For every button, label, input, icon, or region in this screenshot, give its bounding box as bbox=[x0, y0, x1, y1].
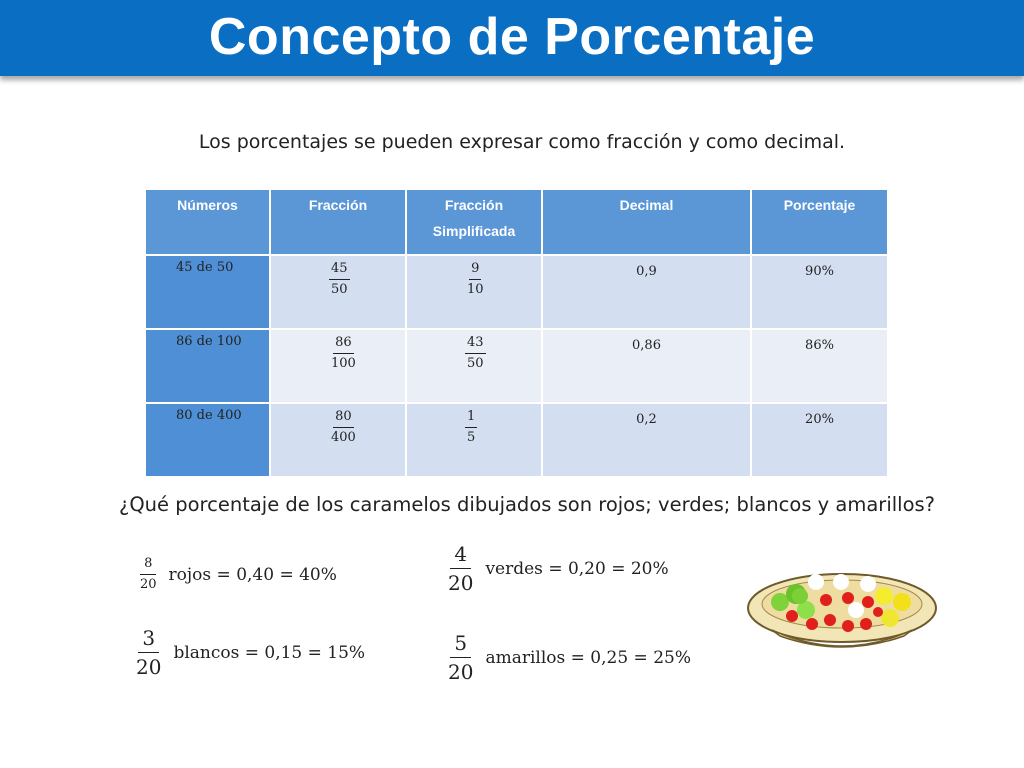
header-decimal: Decimal bbox=[542, 189, 751, 255]
cell-fraccion-simplificada bbox=[406, 255, 542, 329]
fraction-numerator: 45 bbox=[329, 262, 350, 280]
fraction-numerator: 86 bbox=[333, 336, 354, 354]
fraction-denominator: 20 bbox=[448, 660, 474, 684]
header-numeros: Números bbox=[145, 189, 270, 255]
fraction-denominator: 50 bbox=[331, 282, 348, 298]
answer-text: rojos = 0,40 = 40% bbox=[168, 564, 337, 585]
fraction-numerator: 8 bbox=[140, 557, 156, 575]
cell-decimal: 0,2 bbox=[542, 403, 751, 477]
fraction bbox=[329, 336, 358, 372]
fraction bbox=[465, 410, 477, 446]
fraction bbox=[444, 632, 477, 683]
cell-porcentaje: 86% bbox=[751, 329, 888, 403]
fraction-denominator: 400 bbox=[331, 430, 356, 446]
fraction-denominator: 20 bbox=[448, 571, 474, 595]
cell-fraccion-simplificada bbox=[406, 403, 542, 477]
fraction bbox=[329, 262, 350, 298]
table-header-row bbox=[145, 189, 888, 255]
fraction bbox=[465, 336, 486, 372]
fraction-numerator: 43 bbox=[465, 336, 486, 354]
fraction-numerator: 80 bbox=[333, 410, 354, 428]
answer-text: verdes = 0,20 = 20% bbox=[485, 558, 669, 579]
fraction-denominator: 10 bbox=[467, 282, 484, 298]
fraction-numerator: 9 bbox=[469, 262, 481, 280]
fraction bbox=[132, 627, 165, 678]
percentage-table bbox=[144, 188, 889, 478]
fraction-denominator: 5 bbox=[467, 430, 476, 446]
table-row bbox=[145, 329, 888, 403]
intro-text: Los porcentajes se pueden expresar como fracción y como decimal. bbox=[198, 131, 846, 153]
fraction-denominator: 50 bbox=[467, 356, 484, 372]
header-fraccion-simplificada-label: Fracción Simplificada bbox=[432, 197, 516, 239]
fraction-numerator: 4 bbox=[450, 543, 471, 569]
header-fraccion-simplificada bbox=[406, 189, 542, 255]
fraction-denominator: 20 bbox=[140, 577, 157, 593]
answer-verdes bbox=[444, 543, 669, 594]
cell-decimal: 0,9 bbox=[542, 255, 751, 329]
fraction bbox=[329, 410, 358, 446]
slide-title: Concepto de Porcentaje bbox=[208, 8, 816, 66]
cell-numero: 80 de 400 bbox=[145, 403, 270, 477]
fraction-numerator: 1 bbox=[465, 410, 477, 428]
candy-bowl-illustration bbox=[744, 566, 940, 654]
cell-fraccion bbox=[270, 329, 406, 403]
question-text: ¿Qué porcentaje de los caramelos dibujados son rojos; verdes; blancos y amarillos? bbox=[118, 493, 936, 516]
answer-blancos bbox=[132, 627, 365, 678]
cell-decimal: 0,86 bbox=[542, 329, 751, 403]
fraction bbox=[465, 262, 486, 298]
header-fraccion: Fracción bbox=[270, 189, 406, 255]
cell-fraccion bbox=[270, 403, 406, 477]
answer-text: blancos = 0,15 = 15% bbox=[173, 642, 366, 663]
cell-fraccion bbox=[270, 255, 406, 329]
cell-porcentaje: 20% bbox=[751, 403, 888, 477]
fraction-denominator: 20 bbox=[136, 655, 162, 679]
fraction-denominator: 100 bbox=[331, 356, 356, 372]
table-row bbox=[145, 403, 888, 477]
cell-fraccion-simplificada bbox=[406, 329, 542, 403]
answer-rojos bbox=[136, 557, 337, 593]
answer-amarillos bbox=[444, 632, 691, 683]
cell-numero: 45 de 50 bbox=[145, 255, 270, 329]
answer-text: amarillos = 0,25 = 25% bbox=[485, 647, 691, 668]
fraction bbox=[136, 557, 161, 593]
fraction-numerator: 3 bbox=[138, 627, 159, 653]
fraction-numerator: 5 bbox=[450, 632, 471, 658]
fraction bbox=[444, 543, 477, 594]
cell-numero: 86 de 100 bbox=[145, 329, 270, 403]
cell-porcentaje: 90% bbox=[751, 255, 888, 329]
table-row bbox=[145, 255, 888, 329]
header-porcentaje: Porcentaje bbox=[751, 189, 888, 255]
